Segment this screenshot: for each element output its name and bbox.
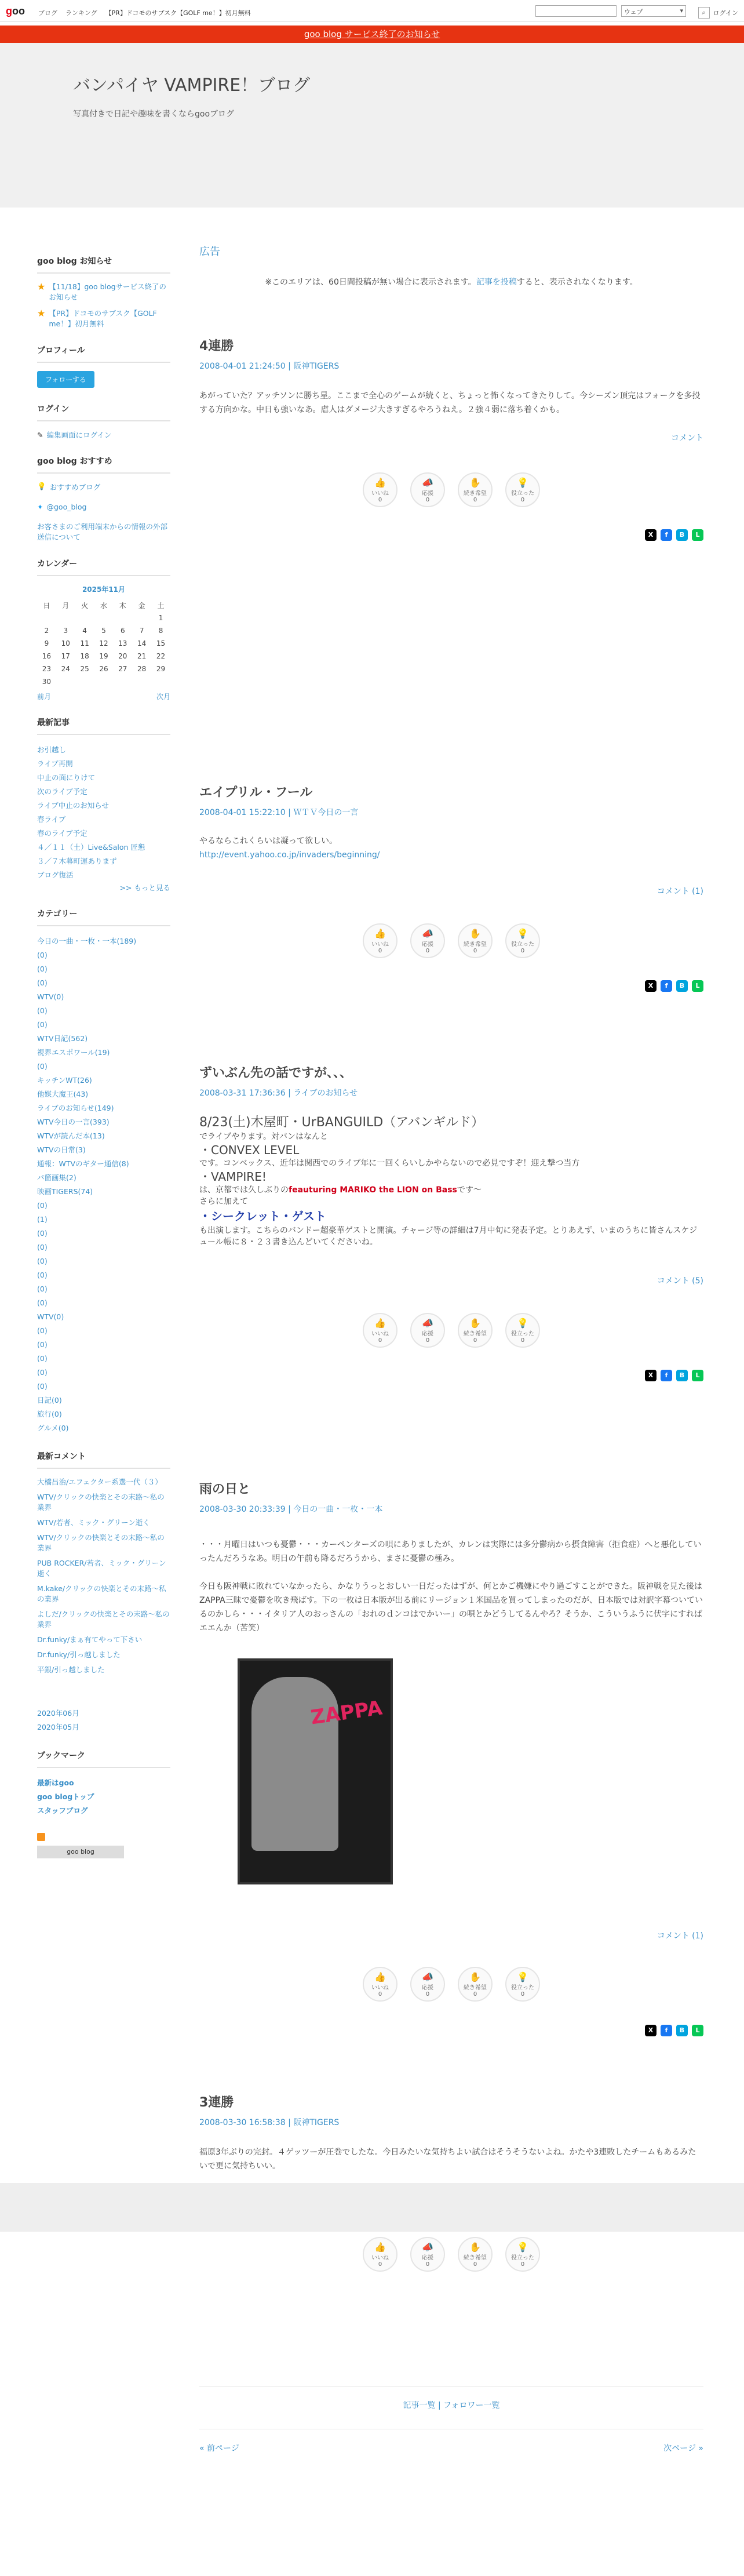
hatena-share-icon[interactable]: B — [676, 1370, 688, 1381]
sidebar — [37, 255, 170, 1858]
section-title: 最新記事 — [37, 716, 170, 735]
reaction-button[interactable] — [458, 923, 493, 958]
category-link[interactable]: (0) — [37, 1062, 48, 1071]
bookmark-section — [37, 1749, 170, 1818]
reaction-button[interactable] — [410, 472, 445, 507]
reaction-label: 役立った — [511, 941, 534, 948]
post-list-links — [199, 2386, 703, 2411]
archive-link[interactable]: 2020年06月 — [37, 1709, 79, 1718]
nav-link-blog[interactable]: ブログ — [38, 9, 57, 17]
global-nav — [0, 0, 744, 22]
reaction-buttons — [199, 923, 703, 958]
category-link[interactable]: (0) — [37, 965, 48, 973]
post-meta: 2008-04-01 21:24:50 | 阪神TIGERS — [199, 362, 340, 371]
share-buttons — [199, 1370, 703, 1381]
section-title: プロフィール — [37, 344, 170, 363]
calendar-week: 2 3 4 5 6 7 8 — [44, 627, 163, 635]
dvd-cover-image[interactable]: ZAPPA — [238, 1658, 393, 1884]
category-link[interactable]: (0) — [37, 1340, 48, 1349]
section-title: 最新コメント — [37, 1450, 170, 1469]
reaction-label: 応援 — [422, 490, 433, 497]
reaction-label: 応援 — [422, 1985, 433, 1991]
ad-note: ※このエリアは、60日間投稿が無い場合に表示されます。記事を投稿すると、表示されなくなります。 — [265, 278, 638, 287]
reaction-buttons — [199, 1313, 703, 1348]
reaction-button[interactable] — [458, 1313, 493, 1348]
next-page-link[interactable]: 次ページ » — [663, 2444, 703, 2453]
post-article-link[interactable]: 記事を投稿 — [476, 278, 517, 287]
recommend-section — [37, 455, 170, 543]
reaction-label: 続き希望 — [464, 1331, 487, 1337]
category-link[interactable]: キッチンWT(26) — [37, 1076, 92, 1085]
reaction-label: 応援 — [422, 1331, 433, 1337]
login-section — [37, 403, 170, 440]
reaction-button[interactable] — [363, 1967, 397, 2002]
reaction-count: 0 — [425, 2261, 430, 2268]
share-buttons — [199, 2025, 703, 2036]
reaction-label: 役立った — [511, 490, 534, 497]
calendar-week: 1 — [158, 614, 163, 622]
post — [199, 1063, 703, 1381]
category-section — [37, 908, 170, 1435]
reaction-label: 役立った — [511, 1985, 534, 1991]
blog-header — [0, 43, 744, 208]
cheer-icon: 📣 — [422, 2242, 433, 2253]
post-meta: 2008-04-01 15:22:10 | ＷＴＶ今日の一言 — [199, 808, 359, 817]
post — [199, 1479, 703, 2036]
search-icon[interactable]: ⌕ — [698, 7, 710, 19]
reaction-count: 0 — [520, 1337, 525, 1344]
recent-post-link[interactable]: ライブ再開 — [37, 759, 73, 768]
calendar-grid — [37, 599, 170, 688]
blog-title[interactable]: バンパイヤ VAMPIRE！ブログ — [73, 75, 311, 96]
like-icon: 👍 — [374, 928, 386, 939]
recent-post-link[interactable]: ライブ中止のお知らせ — [37, 801, 109, 810]
category-link[interactable]: グルメ(0) — [37, 1424, 69, 1432]
notice-section — [37, 255, 170, 329]
category-link[interactable]: (0) — [37, 1271, 48, 1279]
edit-login-link[interactable]: 編集画面にログイン — [46, 431, 112, 439]
like-icon: 👍 — [374, 477, 386, 488]
category-link[interactable]: (1) — [37, 1215, 48, 1224]
login-link[interactable]: ログイン — [713, 9, 738, 17]
category-link[interactable]: (0) — [37, 951, 48, 959]
x-share-icon[interactable]: X — [645, 1370, 657, 1381]
helpful-icon: 💡 — [517, 1971, 528, 1982]
post-title[interactable]: 4連勝 — [199, 339, 234, 354]
reaction-count: 0 — [473, 497, 477, 503]
category-link[interactable]: (0) — [37, 1020, 48, 1029]
reaction-buttons — [199, 2237, 703, 2272]
reaction-button[interactable] — [410, 923, 445, 958]
more-icon: ✋ — [469, 477, 481, 488]
recent-comment-link[interactable]: 大橋昌治/エフェクター系選一代（３） — [37, 1478, 162, 1486]
category-link[interactable]: バ箇画集(2) — [37, 1173, 76, 1182]
reaction-count: 0 — [520, 948, 525, 954]
reaction-label: 応援 — [422, 2255, 433, 2261]
reaction-label: いいね — [371, 1985, 389, 1991]
x-share-icon[interactable]: X — [645, 529, 657, 541]
more-icon: ✋ — [469, 1971, 481, 1982]
post-meta: 2008-03-30 16:58:38 | 阪神TIGERS — [199, 2118, 340, 2127]
hatena-share-icon[interactable]: B — [676, 529, 688, 541]
recent-comment-link[interactable]: Dr.funky/まぁ有てやって下さい — [37, 1635, 143, 1644]
category-link[interactable]: (0) — [37, 1326, 48, 1335]
external-info-link[interactable]: お客さまのご利用端末からの情報の外部送信について — [37, 522, 168, 541]
reaction-label: 応援 — [422, 941, 433, 948]
goo-blog-badge[interactable]: goo blog — [37, 1846, 124, 1858]
recommend-item[interactable]: 💡 おすすめブログ — [37, 482, 101, 492]
calendar-week: 9 10 11 12 13 14 15 — [44, 639, 166, 647]
reaction-count: 0 — [378, 1991, 382, 1998]
recent-comment-link[interactable]: よしだ/クリックの快楽とその末路〜私の業界 — [37, 1610, 170, 1629]
calendar-month: 2025年11月 — [82, 585, 126, 594]
bookmark-link[interactable]: 最新はgoo — [37, 1778, 74, 1787]
post-meta: 2008-03-30 20:33:39 | 今日の一曲・一枚・一本 — [199, 1505, 383, 1514]
reaction-count: 0 — [425, 948, 430, 954]
recent-comments-section — [37, 1450, 170, 1675]
post-title[interactable]: 雨の日と — [199, 1482, 251, 1497]
pager — [199, 2429, 703, 2454]
archive-section — [37, 1707, 170, 1734]
reaction-label: 続き希望 — [464, 490, 487, 497]
reaction-count: 0 — [520, 1991, 525, 1998]
reaction-label: いいね — [371, 490, 389, 497]
reaction-count: 0 — [378, 1337, 382, 1344]
post-comment-link[interactable]: コメント (5) — [657, 1276, 703, 1286]
more-icon: ✋ — [469, 1318, 481, 1329]
post-meta: 2008-03-31 17:36:36 | ライブのお知らせ — [199, 1089, 358, 1098]
category-link[interactable]: (0) — [37, 1229, 48, 1238]
x-share-icon[interactable]: X — [645, 2025, 657, 2036]
x-share-icon[interactable]: X — [645, 980, 657, 992]
reaction-button[interactable] — [363, 923, 397, 958]
calendar-week: 23 24 25 26 27 28 29 — [42, 665, 166, 673]
facebook-share-icon[interactable]: f — [661, 529, 672, 541]
helpful-icon: 💡 — [517, 928, 528, 939]
bookmark-link[interactable]: スタッフブログ — [37, 1806, 88, 1815]
prev-page-link[interactable]: « 前ページ — [199, 2444, 239, 2453]
like-icon: 👍 — [374, 1318, 386, 1329]
line-share-icon[interactable]: L — [692, 529, 703, 541]
post-title[interactable]: 3連勝 — [199, 2095, 234, 2110]
category-link[interactable]: (0) — [37, 1243, 48, 1251]
category-link[interactable]: WTV今日の一言(393) — [37, 1118, 110, 1126]
reaction-count: 0 — [425, 1991, 430, 1998]
more-icon: ✋ — [469, 928, 481, 939]
search-scope-select[interactable]: ウェブ ▾ — [621, 5, 686, 17]
cheer-icon: 📣 — [422, 1318, 433, 1329]
notice-item[interactable]: ★ 【11/18】goo blogサービス終了のお知らせ — [37, 281, 167, 301]
section-title: カテゴリー — [37, 908, 170, 926]
facebook-share-icon[interactable]: f — [661, 980, 672, 992]
reaction-count: 0 — [378, 948, 382, 954]
category-link[interactable]: WTV日記(562) — [37, 1034, 88, 1043]
recent-post-link[interactable]: お引越し — [37, 745, 67, 754]
reaction-label: 続き希望 — [464, 1985, 487, 1991]
reaction-count: 0 — [520, 497, 525, 503]
reaction-count: 0 — [378, 2261, 382, 2268]
pencil-icon: ✎ — [37, 430, 43, 439]
category-link[interactable]: ライブのお知らせ(149) — [37, 1104, 114, 1112]
category-link[interactable]: (0) — [37, 1298, 48, 1307]
edit-login-row — [37, 430, 170, 440]
like-icon: 👍 — [374, 2242, 386, 2253]
cheer-icon: 📣 — [422, 928, 433, 939]
recent-comment-link[interactable]: WTV/クリックの快楽とその末路〜私の業界 — [37, 1493, 165, 1512]
recent-posts-list — [37, 743, 170, 882]
recent-comment-link[interactable]: WTV/クリックの快楽とその末路〜私の業界 — [37, 1533, 165, 1552]
category-link[interactable]: WTV(0) — [37, 992, 64, 1001]
recent-post-link[interactable]: 春ライブ — [37, 815, 66, 824]
category-link[interactable]: WTV(0) — [37, 1312, 64, 1321]
reaction-label: 役立った — [511, 1331, 534, 1337]
recommend-item[interactable]: ✦ @goo_blog — [37, 503, 87, 511]
post-category-link[interactable]: ライブのお知らせ — [293, 1089, 358, 1098]
section-title: カレンダー — [37, 558, 170, 576]
post-category-link[interactable]: 阪神TIGERS — [293, 362, 340, 371]
service-end-notice-bar — [0, 26, 744, 43]
reaction-count: 0 — [473, 1991, 477, 1998]
more-posts-link[interactable]: >> もっと見る — [119, 883, 170, 892]
category-list — [37, 934, 170, 1435]
category-link[interactable]: WTVの日常(3) — [37, 1145, 86, 1154]
reaction-button[interactable] — [410, 2237, 445, 2272]
reaction-label: 続き希望 — [464, 2255, 487, 2261]
recent-posts-section — [37, 716, 170, 893]
more-icon: ✋ — [469, 2242, 481, 2253]
reaction-button[interactable] — [363, 472, 397, 507]
nav-link-ranking[interactable]: ランキング — [65, 9, 97, 17]
facebook-share-icon[interactable]: f — [661, 1370, 672, 1381]
reaction-button[interactable] — [410, 1313, 445, 1348]
recent-post-link[interactable]: ブログ復活 — [37, 871, 74, 879]
reaction-button[interactable] — [505, 472, 540, 507]
reaction-count: 0 — [520, 2261, 525, 2268]
nav-link-pr[interactable]: 【PR】ドコモのサブスク【GOLF me！】初月無料 — [105, 9, 251, 17]
recent-comment-link[interactable]: 平銀/引っ越しました — [37, 1665, 105, 1674]
section-title: ログイン — [37, 403, 170, 421]
reaction-count: 0 — [378, 497, 382, 503]
helpful-icon: 💡 — [517, 477, 528, 488]
category-link[interactable]: (0) — [37, 1201, 48, 1210]
helpful-icon: 💡 — [517, 1318, 528, 1329]
notice-item[interactable]: ★ 【PR】ドコモのサブスク【GOLF me！】初月無料 — [37, 308, 157, 328]
reaction-button[interactable] — [505, 1967, 540, 2002]
post-title[interactable]: ずいぶん先の話ですが、、、 — [199, 1066, 353, 1080]
post-category-link[interactable]: ＷＴＶ今日の一言 — [293, 808, 359, 817]
post-body: あがっていた？アッチソンに勝ち星。ここまで全心のゲームが続くと、ちょっと怖くなってきたりして。今シーズン頂完はフォークを多投する方向かな。中日も強いなあ。虐人はダメージ大きすぎるやろうねえ。２強４弱に落ち着くかも。 — [199, 391, 701, 414]
cheer-icon: 📣 — [422, 1971, 433, 1982]
reaction-button[interactable] — [505, 2237, 540, 2272]
recent-comment-link[interactable]: Dr.funky/引っ越しました — [37, 1650, 121, 1659]
post-list-link[interactable]: 記事一覧 | フォロワー一覧 — [403, 2401, 500, 2410]
recent-comments-list — [37, 1477, 170, 1675]
reaction-button[interactable] — [363, 2237, 397, 2272]
reaction-label: いいね — [371, 2255, 389, 2261]
line-share-icon[interactable]: L — [692, 980, 703, 992]
hatena-share-icon[interactable]: B — [676, 980, 688, 992]
star-icon: ★ — [37, 281, 46, 292]
post-body: 8/23(土)木屋町・UrBANGUILD（アバンギルド） でライブやります。対バンはなんと ・CONVEX LEVEL です。コンベックス、近年は関西でのライブ年に一回くらいしかやらないので必見ですぞ！迎え撃つ当方 ・VAMPIRE! は、京都では久しぶりのfeauturing MARIKO the LION on Bassです〜 さらに加えて ・シークレット・ゲスト も出演します。こちらのバンドー超豪華ゲストと開演。チャージ等の詳細は7月中旬に発表予定。とりあえず、いまのうちに皆さんスケジュール帳に８・２３書き込んどいてくださいね。 — [199, 1115, 698, 1247]
line-share-icon[interactable]: L — [692, 2025, 703, 2036]
goo-logo[interactable]: goo — [6, 5, 25, 17]
post-body: ・・・月曜日はいつも憂鬱・・・カーペンターズの唄にありましたが、カレンは実際には多分鬱病から摂食障害（拒食症）へと悪化していったんだろうなあ。明日の午前も降るだろうから、まさに憂鬱の極み。 今日も阪神戦に敗れていなかったら、かなりうっとおしい一日だったはずが、何とかご機嫌にやり過ごすことができた。阪神戦を見た後はZAPPA三昧で憂鬱を吹き飛ばす。下の一枚は日本版が出る前にリージョン１米国品を買ってしまったのだが、日本版では対訳字幕ついているのかしら・・・イタリア人のおっさんの「おれのｄンコはでかいー」の唄とかどうしてるんやろ？そうか、こういうふうに伏字にすればエエんか（苦笑） — [199, 1540, 703, 1633]
category-link[interactable]: (0) — [37, 1368, 48, 1377]
line-share-icon[interactable]: L — [692, 1370, 703, 1381]
section-title: ブックマーク — [37, 1749, 170, 1768]
calendar-section — [37, 558, 170, 701]
category-link[interactable]: 旅行(0) — [37, 1410, 62, 1418]
archive-link[interactable]: 2020年05月 — [37, 1723, 79, 1731]
recent-comment-link[interactable]: PUB ROCKER/若者、ミック・グリーン逝く — [37, 1559, 166, 1578]
section-title: goo blog おすすめ — [37, 455, 170, 474]
reaction-button[interactable] — [458, 2237, 493, 2272]
bookmark-link[interactable]: goo blogトップ — [37, 1792, 94, 1801]
twitter-icon: ✦ — [37, 503, 43, 511]
post-body: やるならこれくらいは凝って欲しい。 http://event.yahoo.co.jp/invaders/beginning/ — [199, 836, 380, 860]
calendar-week: 30 — [42, 678, 52, 686]
recent-post-link[interactable]: 中止の面にりけて — [37, 773, 96, 782]
category-link[interactable]: (0) — [37, 1382, 48, 1391]
reaction-count: 0 — [425, 497, 430, 503]
calendar — [37, 584, 170, 701]
post — [199, 336, 703, 541]
post-external-link[interactable]: http://event.yahoo.co.jp/invaders/beginning/ — [199, 850, 380, 860]
blog-description: 写真付きで日記や趣味を書くならgooブログ — [73, 110, 235, 119]
star-icon: ★ — [37, 308, 46, 319]
category-link[interactable]: 今日の一曲・一枚・一本(189) — [37, 937, 137, 945]
service-end-notice-link[interactable]: goo blog サービス終了のお知らせ — [304, 29, 440, 39]
recent-comment-link[interactable]: M.kake/クリックの快楽とその末路〜私の業界 — [37, 1584, 166, 1603]
post — [199, 783, 703, 992]
helpful-icon: 💡 — [517, 2242, 528, 2253]
category-link[interactable]: (0) — [37, 978, 48, 987]
calendar-week: 16 17 18 19 20 21 22 — [42, 652, 166, 660]
recent-post-link[interactable]: ３／７木暮町運ありまず — [37, 857, 117, 865]
reaction-count: 0 — [473, 1337, 477, 1344]
category-link[interactable]: WTVが読んだ本(13) — [37, 1131, 105, 1140]
reaction-buttons — [199, 472, 703, 507]
category-link[interactable]: (0) — [37, 1354, 48, 1363]
category-link[interactable]: 通報：WTVのギター通信(8) — [37, 1159, 129, 1168]
share-buttons — [199, 980, 703, 992]
reaction-count: 0 — [473, 2261, 477, 2268]
category-link[interactable]: (0) — [37, 1006, 48, 1015]
calendar-nav — [37, 692, 170, 701]
profile-section — [37, 344, 170, 388]
recent-post-link[interactable]: ４／１１（土）Live&Salon 匠懇 — [37, 843, 145, 852]
reaction-count: 0 — [473, 948, 477, 954]
calendar-prev-month[interactable]: 前月 — [37, 693, 52, 701]
cheer-icon: 📣 — [422, 477, 433, 488]
post-category-link[interactable]: 今日の一曲・一枚・一本 — [293, 1505, 383, 1514]
reaction-button[interactable] — [363, 1313, 397, 1348]
recent-comment-link[interactable]: WTV/若者、ミック・グリーン逝く — [37, 1518, 150, 1527]
section-title: goo blog お知らせ — [37, 255, 170, 274]
category-link[interactable]: (0) — [37, 1257, 48, 1265]
calendar-next-month[interactable]: 次月 — [156, 693, 170, 701]
rss-icon[interactable] — [37, 1833, 45, 1841]
category-link[interactable]: 視界エスポワール(19) — [37, 1048, 110, 1057]
post-title[interactable]: エイプリル・フール — [199, 785, 313, 800]
login-area — [698, 7, 738, 19]
post-comment-link[interactable]: コメント (1) — [657, 887, 703, 896]
hatena-share-icon[interactable]: B — [676, 2025, 688, 2036]
reaction-buttons — [199, 1967, 703, 2002]
category-link[interactable]: 映画TIGERS(74) — [37, 1187, 93, 1196]
reaction-button[interactable] — [505, 1313, 540, 1348]
reaction-button[interactable] — [505, 923, 540, 958]
global-nav-links — [38, 8, 251, 17]
post-comment-link[interactable]: コメント — [671, 434, 703, 443]
reaction-label: いいね — [371, 941, 389, 948]
reaction-label: 役立った — [511, 2255, 534, 2261]
recent-post-link[interactable]: 春のライブ予定 — [37, 829, 87, 838]
recent-post-link[interactable]: 次のライブ予定 — [37, 787, 87, 796]
reaction-label: 続き希望 — [464, 941, 487, 948]
post-body: 福原3年ぶりの完封。４ゲッツーが圧巻でしたな。今日みたいな気持ちよい試合はそうそうないよね。かたや3連敗したチームもあるみたいで更に気持ちいい。 — [199, 2148, 696, 2171]
facebook-share-icon[interactable]: f — [661, 2025, 672, 2036]
follow-button[interactable]: フォローする — [37, 371, 94, 388]
category-link[interactable]: 他媒大魔王(43) — [37, 1090, 89, 1098]
reaction-button[interactable] — [458, 472, 493, 507]
ad-title: 広告 — [199, 246, 220, 258]
main-column — [199, 243, 703, 2453]
reaction-button[interactable] — [410, 1967, 445, 2002]
share-buttons — [199, 529, 703, 541]
reaction-label: いいね — [371, 1331, 389, 1337]
lightbulb-icon: 💡 — [37, 482, 46, 490]
search-input[interactable] — [535, 5, 617, 17]
reaction-button[interactable] — [458, 1967, 493, 2002]
category-link[interactable]: 日記(0) — [37, 1396, 62, 1405]
like-icon: 👍 — [374, 1971, 386, 1982]
post-category-link[interactable]: 阪神TIGERS — [293, 2118, 340, 2127]
calendar-weekday-row: 日 月 火 水 木 金 土 — [43, 601, 165, 610]
post — [199, 2093, 703, 2272]
reaction-count: 0 — [425, 1337, 430, 1344]
category-link[interactable]: (0) — [37, 1285, 48, 1293]
post-comment-link[interactable]: コメント (1) — [657, 1931, 703, 1941]
